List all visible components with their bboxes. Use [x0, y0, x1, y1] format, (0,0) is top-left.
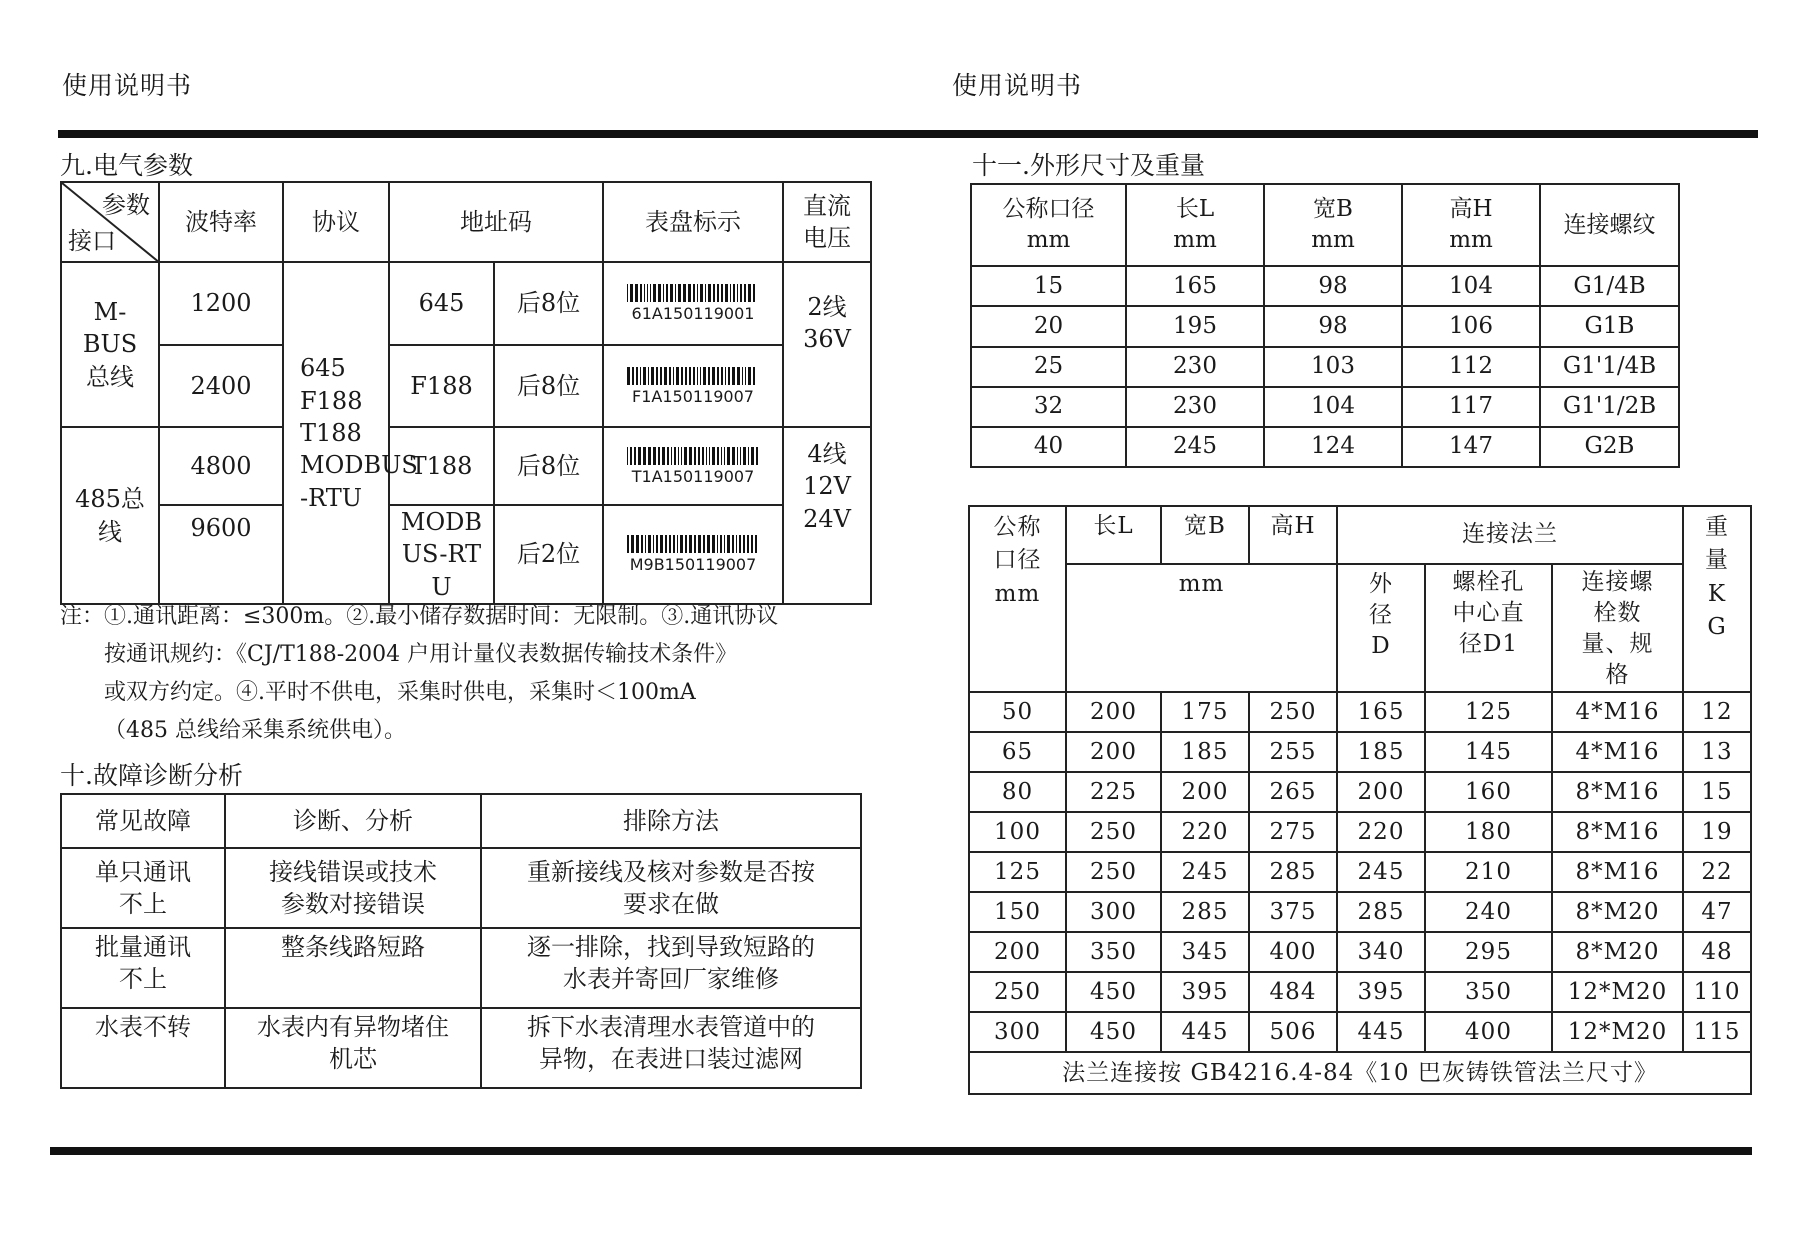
volt-mbus: 2线 36V — [783, 262, 871, 427]
table-row — [971, 347, 1679, 387]
table-cell: 200 — [969, 932, 1066, 972]
table-cell: 285 — [1249, 852, 1337, 892]
suffix-f188: 后8位 — [494, 345, 603, 427]
t2-head-hgt: 高H — [1249, 506, 1337, 564]
table-cell: 8*M16 — [1552, 772, 1683, 812]
fault-cell: 批量通讯不上 — [61, 928, 225, 1008]
t2-head-wid: 宽B — [1161, 506, 1249, 564]
table-cell: 124 — [1264, 427, 1402, 467]
dial-f188: F1A150119007 — [603, 345, 783, 427]
footer-rule — [50, 1147, 1752, 1155]
table-cell: 15 — [971, 266, 1126, 306]
table-cell: 245 — [1126, 427, 1264, 467]
table-row — [971, 306, 1679, 346]
table-cell: 8*M20 — [1552, 932, 1683, 972]
table-row — [969, 812, 1751, 852]
table-cell: 225 — [1066, 772, 1161, 812]
t1-head-hgt: 高H mm — [1402, 184, 1540, 266]
t2-footer: 法兰连接按 GB4216.4-84《10 巴灰铸铁管法兰尺寸》 — [969, 1052, 1751, 1094]
table-row — [969, 892, 1751, 932]
table-cell: 220 — [1161, 812, 1249, 852]
table-cell: 506 — [1249, 1012, 1337, 1052]
table-cell: 22 — [1683, 852, 1751, 892]
table-cell: G2B — [1540, 427, 1679, 467]
table-cell: 250 — [969, 972, 1066, 1012]
table-cell: 230 — [1126, 387, 1264, 427]
t2-head-weight: 重量KG — [1683, 506, 1751, 692]
table-row — [971, 387, 1679, 427]
head-voltage: 直流电压 — [783, 182, 871, 262]
table-cell: 19 — [1683, 812, 1751, 852]
suffix-modbus: 后2位 — [494, 505, 603, 604]
table-cell: 65 — [969, 732, 1066, 772]
table-row — [969, 772, 1751, 812]
table-cell: 484 — [1249, 972, 1337, 1012]
table-cell: 285 — [1337, 892, 1425, 932]
diag-head: 诊断、分析 — [225, 794, 481, 848]
table-cell: 117 — [1402, 387, 1540, 427]
table-cell: G1'1/4B — [1540, 347, 1679, 387]
table-cell: 285 — [1161, 892, 1249, 932]
table-cell: 450 — [1066, 972, 1161, 1012]
table-cell: 12*M20 — [1552, 1012, 1683, 1052]
fault-head: 常见故障 — [61, 794, 225, 848]
barcode-icon — [627, 447, 759, 465]
table-cell: 165 — [1337, 692, 1425, 732]
diag-cell: 水表内有异物堵住机芯 — [225, 1008, 481, 1088]
thread-dimensions-table — [970, 183, 1680, 468]
table-cell: 265 — [1249, 772, 1337, 812]
table-cell: 395 — [1161, 972, 1249, 1012]
table-cell: 200 — [1066, 692, 1161, 732]
addr-modbus: MODBUS-RTU — [389, 505, 494, 604]
dial-t188: T1A150119007 — [603, 427, 783, 505]
table-cell: 345 — [1161, 932, 1249, 972]
head-dial: 表盘标示 — [603, 182, 783, 262]
barcode-icon — [627, 284, 759, 302]
table-cell: 104 — [1264, 387, 1402, 427]
table-cell: 200 — [1161, 772, 1249, 812]
table-cell: 12 — [1683, 692, 1751, 732]
table-cell: 160 — [1425, 772, 1552, 812]
suffix-645: 后8位 — [494, 262, 603, 345]
table-cell: 145 — [1425, 732, 1552, 772]
table-cell: 340 — [1337, 932, 1425, 972]
corner-bottom-label: 接口 — [68, 226, 116, 255]
table-cell: 165 — [1126, 266, 1264, 306]
table-cell: 112 — [1402, 347, 1540, 387]
section9-note: 注：①.通讯距离：≤300m。②.最小储存数据时间：无限制。③.通讯协议 按通讯规约：《CJ/T188-2004 户用计量仪表数据传输技术条件》 或双方约定。④.平时不供电，采集时供电，采集时＜100mA （485 总线给采集系统供电）。 — [60, 604, 779, 743]
table-cell: 98 — [1264, 306, 1402, 346]
table-cell: 8*M16 — [1552, 812, 1683, 852]
table-cell: 350 — [1066, 932, 1161, 972]
t1-head-thread: 连接螺纹 — [1540, 184, 1679, 266]
fault-diagnosis-table — [60, 793, 862, 1089]
suffix-t188: 后8位 — [494, 427, 603, 505]
table-row — [969, 932, 1751, 972]
table-row — [969, 972, 1751, 1012]
table-cell: 150 — [969, 892, 1066, 932]
table-cell: 175 — [1161, 692, 1249, 732]
table-cell: 4*M16 — [1552, 692, 1683, 732]
table-row — [969, 732, 1751, 772]
table-cell: 255 — [1249, 732, 1337, 772]
table-cell: 12*M20 — [1552, 972, 1683, 1012]
section10-title: 十.故障诊断分析 — [60, 761, 243, 790]
iface-485: 485总线 — [61, 427, 159, 604]
table-cell: 125 — [1425, 692, 1552, 732]
dial-modbus: M9B150119007 — [603, 505, 783, 604]
table-cell: 15 — [1683, 772, 1751, 812]
table-cell: 295 — [1425, 932, 1552, 972]
table-cell: 250 — [1066, 852, 1161, 892]
t2-head-outer: 外径D — [1337, 564, 1425, 692]
table-cell: 32 — [971, 387, 1126, 427]
electrical-params-table — [60, 181, 872, 605]
baud-1200: 1200 — [159, 262, 283, 345]
table-cell: 48 — [1683, 932, 1751, 972]
header-rule — [58, 130, 1758, 138]
table-cell: 98 — [1264, 266, 1402, 306]
fault-cell: 水表不转 — [61, 1008, 225, 1088]
table-cell: 147 — [1402, 427, 1540, 467]
baud-4800: 4800 — [159, 427, 283, 505]
table-cell: 275 — [1249, 812, 1337, 852]
section9-title: 九.电气参数 — [60, 151, 193, 180]
table-cell: 445 — [1337, 1012, 1425, 1052]
head-baud: 波特率 — [159, 182, 283, 262]
t1-head-wid: 宽B mm — [1264, 184, 1402, 266]
head-address: 地址码 — [389, 182, 603, 262]
table-row — [971, 266, 1679, 306]
corner-cell — [61, 182, 159, 262]
table-cell: 400 — [1425, 1012, 1552, 1052]
t2-head-dn: 公称口径mm — [969, 506, 1066, 692]
t1-head-dn: 公称口径 mm — [971, 184, 1126, 266]
table-cell: 200 — [1337, 772, 1425, 812]
table-cell: 125 — [969, 852, 1066, 892]
t2-head-len: 长L — [1066, 506, 1161, 564]
table-cell: 180 — [1425, 812, 1552, 852]
table-cell: 200 — [1066, 732, 1161, 772]
table-cell: 40 — [971, 427, 1126, 467]
barcode-icon — [627, 367, 759, 385]
table-cell: 106 — [1402, 306, 1540, 346]
section11-title: 十一.外形尺寸及重量 — [972, 151, 1205, 180]
page-header-left: 使用说明书 — [62, 71, 193, 100]
head-protocol: 协议 — [283, 182, 389, 262]
table-cell: 104 — [1402, 266, 1540, 306]
protocol-list: 645 F188 T188 MODBUS -RTU — [283, 262, 389, 604]
barcode-icon — [627, 535, 759, 553]
table-cell: 210 — [1425, 852, 1552, 892]
table-cell: 245 — [1337, 852, 1425, 892]
t2-head-bolt-count: 连接螺栓数量、规格 — [1552, 564, 1683, 692]
table-cell: 400 — [1249, 932, 1337, 972]
table-row — [969, 1012, 1751, 1052]
table-cell: 300 — [1066, 892, 1161, 932]
fix-cell: 逐一排除，找到导致短路的水表并寄回厂家维修 — [481, 928, 861, 1008]
table-cell: 110 — [1683, 972, 1751, 1012]
table-cell: 240 — [1425, 892, 1552, 932]
table-cell: 115 — [1683, 1012, 1751, 1052]
fix-cell: 拆下水表清理水表管道中的异物，在表进口装过滤网 — [481, 1008, 861, 1088]
t2-head-flange: 连接法兰 — [1337, 506, 1683, 564]
table-cell: 350 — [1425, 972, 1552, 1012]
table-row — [971, 427, 1679, 467]
dial-645: 61A150119001 — [603, 262, 783, 345]
table-cell: G1'1/2B — [1540, 387, 1679, 427]
table-cell: 47 — [1683, 892, 1751, 932]
baud-2400: 2400 — [159, 345, 283, 427]
baud-9600: 9600 — [159, 505, 283, 604]
table-cell: 4*M16 — [1552, 732, 1683, 772]
diag-cell: 整条线路短路 — [225, 928, 481, 1008]
table-cell: 185 — [1161, 732, 1249, 772]
table-cell: 300 — [969, 1012, 1066, 1052]
t2-head-bolt-circle: 螺栓孔中心直径D1 — [1425, 564, 1552, 692]
table-cell: 185 — [1337, 732, 1425, 772]
table-cell: 195 — [1126, 306, 1264, 346]
table-cell: 25 — [971, 347, 1126, 387]
page-header-right: 使用说明书 — [952, 71, 1083, 100]
table-cell: 375 — [1249, 892, 1337, 932]
addr-645: 645 — [389, 262, 494, 345]
volt-485: 4线 12V 24V — [783, 427, 871, 604]
table-cell: 50 — [969, 692, 1066, 732]
table-cell: 20 — [971, 306, 1126, 346]
table-cell: G1/4B — [1540, 266, 1679, 306]
table-cell: 445 — [1161, 1012, 1249, 1052]
iface-mbus: M-BUS总线 — [61, 262, 159, 427]
table-cell: G1B — [1540, 306, 1679, 346]
table-cell: 8*M16 — [1552, 852, 1683, 892]
table-cell: 8*M20 — [1552, 892, 1683, 932]
table-cell: 250 — [1249, 692, 1337, 732]
table-row — [969, 852, 1751, 892]
flange-dimensions-table — [968, 505, 1752, 1095]
fix-cell: 重新接线及核对参数是否按要求在做 — [481, 848, 861, 928]
diag-cell: 接线错误或技术参数对接错误 — [225, 848, 481, 928]
t1-head-len: 长L mm — [1126, 184, 1264, 266]
table-cell: 450 — [1066, 1012, 1161, 1052]
table-cell: 250 — [1066, 812, 1161, 852]
addr-t188: T188 — [389, 427, 494, 505]
table-cell: 13 — [1683, 732, 1751, 772]
fault-cell: 单只通讯不上 — [61, 848, 225, 928]
table-cell: 100 — [969, 812, 1066, 852]
t2-head-mm: mm — [1066, 564, 1337, 692]
fix-head: 排除方法 — [481, 794, 861, 848]
corner-top-label: 参数 — [102, 191, 150, 219]
table-cell: 245 — [1161, 852, 1249, 892]
table-cell: 220 — [1337, 812, 1425, 852]
table-cell: 230 — [1126, 347, 1264, 387]
table-cell: 80 — [969, 772, 1066, 812]
table-cell: 395 — [1337, 972, 1425, 1012]
table-cell: 103 — [1264, 347, 1402, 387]
addr-f188: F188 — [389, 345, 494, 427]
table-row — [969, 692, 1751, 732]
